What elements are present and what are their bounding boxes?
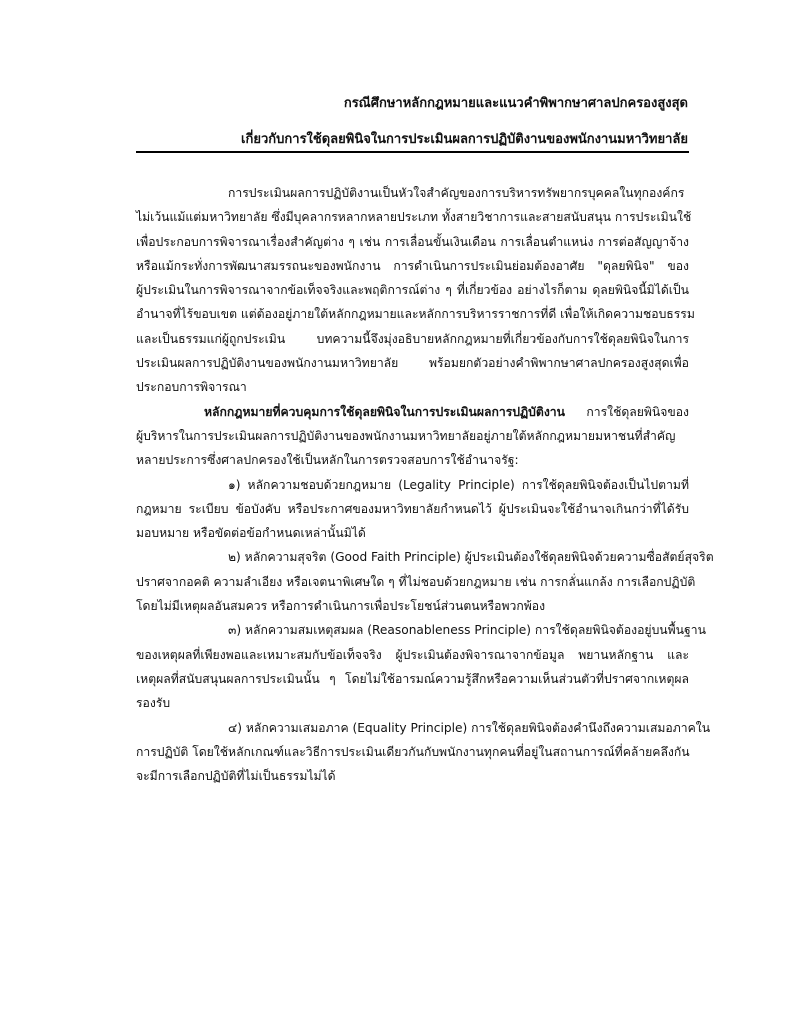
principles-intro-paragraph — [136, 400, 689, 473]
principle-reasonableness — [136, 618, 706, 715]
principle-good-faith — [136, 545, 714, 618]
paragraph-line: ของเหตุผลที่เพียงพอและเหมาะสมกับข้อเท็จจริง ผู้ประเมินต้องพิจารณาจากข้อมูล พยานหลักฐาน และ — [136, 647, 689, 662]
paragraph-line: การประเมินผลการปฏิบัติงานเป็นหัวใจสำคัญของการบริหารทรัพยากรบุคคลในทุกองค์กร — [228, 186, 685, 200]
paragraph-line: ประกอบการพิจารณา — [136, 380, 247, 395]
paragraph-line: ผู้บริหารในการประเมินผลการปฏิบัติงานของพนักงานมหาวิทยาลัยอยู่ภายใต้หลักกฎหมายมหาชนที่สำคัญ — [136, 428, 676, 443]
paragraph-line: ผู้ประเมินในการพิจารณาจากข้อเท็จจริงและพฤติการณ์ต่าง ๆ ที่เกี่ยวข้อง อย่างไรก็ตาม ดุลยพินิจนี้มิได้เป็น — [136, 283, 689, 298]
document-title-line-1: กรณีศึกษาหลักกฎหมายและแนวคำพิพากษาศาลปกครองสูงสุด — [343, 96, 688, 111]
paragraph-line: รองรับ — [136, 696, 171, 711]
paragraph-line: กฎหมาย ระเบียบ ข้อบังคับ หรือประกาศของมหาวิทยาลัยกำหนดไว้ ผู้ประเมินจะใช้อำนาจเกินกว่าที่ได้รับ — [136, 501, 689, 516]
paragraph-line: มอบหมาย หรือขัดต่อข้อกำหนดเหล่านั้นมิได้ — [136, 526, 366, 541]
paragraph-line: เหตุผลที่สนับสนุนผลการประเมินนั้น ๆ โดยไม่ใช้อารมณ์ความรู้สึกหรือความเห็นส่วนตัวที่ปราศจากเหตุผล — [136, 671, 689, 686]
intro-paragraph — [136, 181, 695, 400]
paragraph-line: เพื่อประกอบการพิจารณาเรื่องสำคัญต่าง ๆ เช่น การเลื่อนขั้นเงินเดือน การเลื่อนตำแหน่ง การต่อสัญญาจ้าง — [136, 234, 689, 249]
paragraph-line: ประเมินผลการปฏิบัติงานของพนักงานมหาวิทยาลัย พร้อมยกตัวอย่างคำพิพากษาศาลปกครองสูงสุดเพื่อ — [136, 356, 689, 371]
paragraph-line: ปราศจากอคติ ความลำเอียง หรือเจตนาพิเศษใด ๆ ที่ไม่ชอบด้วยกฎหมาย เช่น การกลั่นแกล้ง การเลือกปฏิบัติ — [136, 574, 696, 589]
paragraph-line: หลายประการซึ่งศาลปกครองใช้เป็นหลักในการตรวจสอบการใช้อำนาจรัฐ: — [136, 453, 519, 468]
document-title-line-2: เกี่ยวกับการใช้ดุลยพินิจในการประเมินผลการปฏิบัติงานของพนักงานมหาวิทยาลัย — [241, 132, 688, 147]
paragraph-line: ไม่เว้นแม้แต่มหาวิทยาลัย ซึ่งมีบุคลากรหลากหลายประเภท ทั้งสายวิชาการและสายสนับสนุน การประเมินใช้ — [136, 210, 692, 225]
paragraph-line: ๔) หลักความเสมอภาค (Equality Principle) การใช้ดุลยพินิจต้องคำนึงถึงความเสมอภาคใน — [228, 720, 711, 735]
principle-legality — [136, 473, 689, 546]
paragraph-line: หรือแม้กระทั่งการพัฒนาสมรรถนะของพนักงาน การดำเนินการประเมินย่อมต้องอาศัย "ดุลยพินิจ" ของ — [136, 258, 689, 273]
title-underline — [136, 151, 689, 153]
principle-equality — [136, 716, 711, 789]
paragraph-text: การใช้ดุลยพินิจของ — [564, 404, 689, 419]
paragraph-line: จะมีการเลือกปฏิบัติที่ไม่เป็นธรรมไม่ได้ — [136, 769, 336, 784]
document-body — [136, 181, 714, 788]
paragraph-line — [136, 400, 689, 424]
paragraph-line: การปฏิบัติ โดยใช้หลักเกณฑ์และวิธีการประเมินเดียวกันกับพนักงานทุกคนที่อยู่ในสถานการณ์ที่คล้ายคลึงกัน — [136, 744, 690, 759]
paragraph-line: โดยไม่มีเหตุผลอันสมควร หรือการดำเนินการเพื่อประโยชน์ส่วนตนหรือพวกพ้อง — [136, 599, 546, 614]
paragraph-line: ๑) หลักความชอบด้วยกฎหมาย (Legality Principle) การใช้ดุลยพินิจต้องเป็นไปตามที่ — [228, 477, 689, 492]
section-heading-inline: หลักกฎหมายที่ควบคุมการใช้ดุลยพินิจในการประเมินผลการปฏิบัติงาน — [204, 404, 565, 419]
paragraph-line: และเป็นธรรมแก่ผู้ถูกประเมิน บทความนี้จึงมุ่งอธิบายหลักกฎหมายที่เกี่ยวข้องกับการใช้ดุลยพินิจในการ — [136, 331, 689, 346]
paragraph-line: อำนาจที่ไร้ขอบเขต แต่ต้องอยู่ภายใต้หลักกฎหมายและหลักการบริหารราชการที่ดี เพื่อให้เกิดความชอบธรรม — [136, 307, 695, 322]
paragraph-line: ๓) หลักความสมเหตุสมผล (Reasonableness Principle) การใช้ดุลยพินิจต้องอยู่บนพื้นฐาน — [228, 623, 706, 638]
paragraph-line: ๒) หลักความสุจริต (Good Faith Principle) ผู้ประเมินต้องใช้ดุลยพินิจด้วยความซื่อสัตย์สุจริต — [228, 550, 714, 565]
